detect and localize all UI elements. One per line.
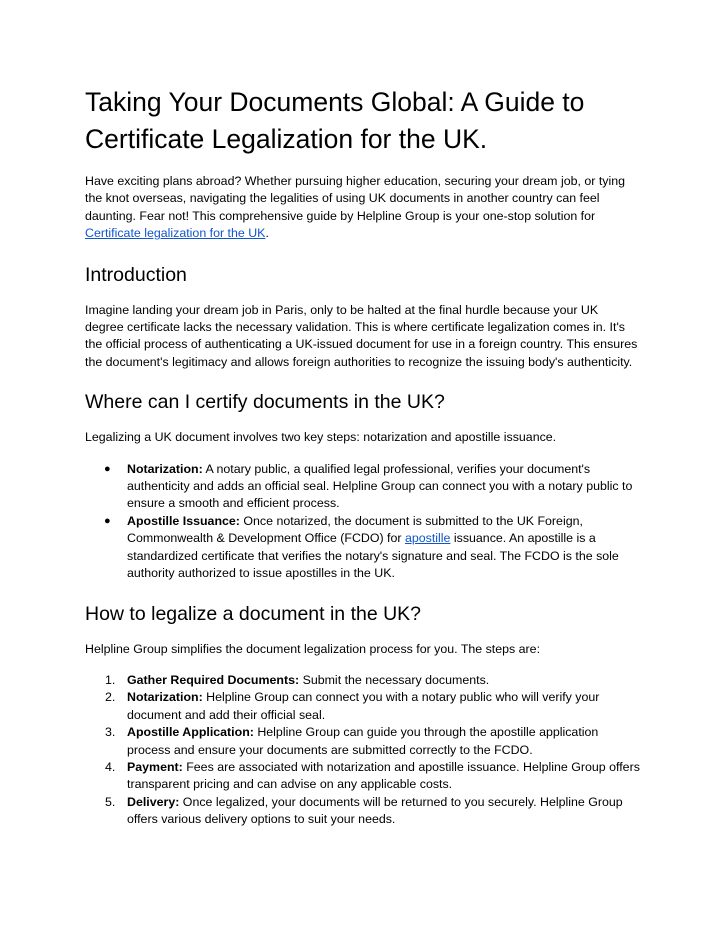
list-item: [85, 461, 640, 513]
how-legalize-paragraph: Helpline Group simplifies the document legalization process for you. The steps are:: [85, 641, 541, 656]
list-item-bold: Gather Required Documents:: [127, 672, 300, 687]
step-number: 4.: [105, 759, 116, 774]
certificate-legalization-link[interactable]: Certificate legalization for the UK: [85, 226, 266, 241]
list-item-text: Once legalized, your documents will be returned to you securely. Helpline Group offers various delivery options to suit your needs.: [127, 794, 623, 827]
list-item: [85, 513, 640, 583]
list-item-text: Submit the necessary documents.: [299, 672, 490, 687]
list-item-text: Fees are associated with notarization and apostille issuance. Helpline Group offers transparent pricing and can advise on any applicable costs.: [127, 759, 640, 792]
list-item-bold: Notarization:: [127, 690, 203, 705]
list-item-bold: Notarization:: [127, 461, 203, 476]
step-number: 2.: [105, 690, 116, 705]
list-item-text: Helpline Group can connect you with a notary public who will verify your document and add their official seal.: [127, 690, 600, 722]
bullet-marker: ●: [104, 514, 111, 527]
list-item-text: A notary public, a qualified legal professional, verifies your document's authenticity and adds an official seal. Helpline Group can connect you with a notary public to ensure a smooth and efficient process.: [127, 461, 633, 511]
intro-paragraph: [85, 173, 640, 243]
list-item-bold: Payment:: [127, 759, 183, 774]
list-item-bold: Apostille Application:: [127, 725, 254, 740]
step-number: 1.: [105, 672, 116, 687]
bullet-marker: ●: [104, 462, 111, 475]
list-item: [85, 672, 640, 689]
introduction-paragraph: Imagine landing your dream job in Paris, only to be halted at the final hurdle because your UK degree certificate lacks the necessary validation. This is where certificate legalization comes in. It's the official process of authenticating a UK-issued document for use in a foreign country. This ensures the document's legitimacy and allows foreign authorities to recognize the issuing body's authenticity.: [85, 302, 638, 369]
list-item: [85, 724, 640, 759]
document-title: Taking Your Documents Global: A Guide to Certificate Legalization for the UK.: [85, 87, 585, 154]
where-certify-heading: Where can I certify documents in the UK?: [85, 391, 445, 414]
list-item: [85, 759, 640, 794]
apostille-link[interactable]: apostille: [404, 531, 451, 546]
list-item-text-end: issuance. An apostille is a standardized certificate that verifies the notary's signature and seal. The FCDO is the sole authority authorized to issue apostilles in the UK.: [127, 531, 619, 581]
step-number: 5.: [105, 794, 116, 809]
list-item: [85, 794, 640, 829]
introduction-heading: Introduction: [85, 263, 187, 286]
where-certify-paragraph: Legalizing a UK document involves two key steps: notarization and apostille issuance.: [85, 430, 557, 445]
step-number: 3.: [105, 725, 116, 740]
list-item-bold: Apostille Issuance:: [127, 513, 240, 528]
how-legalize-heading: How to legalize a document in the UK?: [85, 602, 422, 625]
legalize-steps-list: [85, 672, 640, 829]
intro-text-end: .: [265, 226, 269, 241]
list-item-text: Once notarized, the document is submitted to the UK Foreign, Commonwealth & Development Office (FCDO) for: [127, 513, 583, 546]
list-item: [85, 689, 640, 724]
certify-steps-list: [85, 461, 640, 583]
intro-text: Have exciting plans abroad? Whether pursuing higher education, securing your dream job, or tying the knot overseas, navigating the legalities of using UK documents in another country can feel daunting. Fear not! This comprehensive guide by Helpline Group is your one-stop solution for: [85, 174, 625, 223]
document-page: [85, 84, 640, 829]
list-item-text: Helpline Group can guide you through the apostille application process and ensure your documents are submitted correctly to the FCDO.: [127, 725, 599, 757]
list-item-bold: Delivery:: [127, 794, 180, 809]
